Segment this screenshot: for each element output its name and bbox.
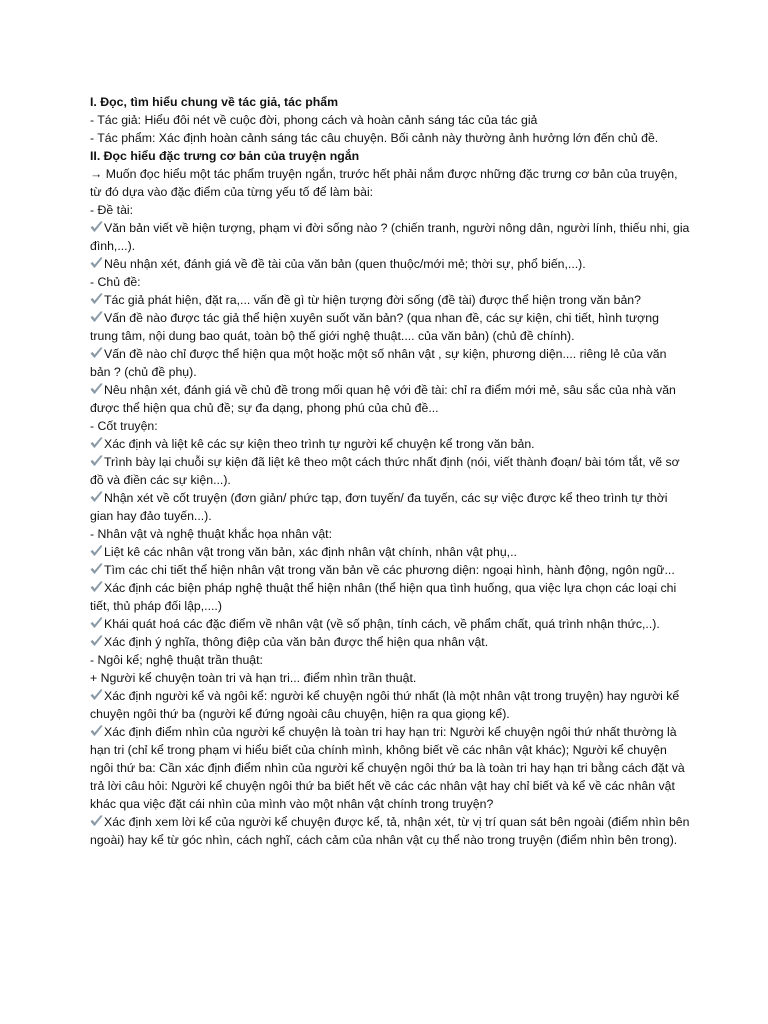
checklist-item bbox=[90, 543, 690, 561]
line-text: Xác định xem lời kể của người kể chuyện được kể, tả, nhận xét, từ vị trí quan sát bên ngoài (điểm nhìn bên ngoài) hay kể từ góc nhìn, cách nghĩ, cách cảm của nhân vật cụ thể nào trong truyện (điểm nhìn bên trong). bbox=[90, 815, 690, 847]
text-line bbox=[90, 111, 690, 129]
line-text: Tác giả phát hiện, đặt ra,... vấn đề gì từ hiện tượng đời sống (đề tài) được thể hiện trong văn bản? bbox=[104, 293, 641, 307]
section-heading bbox=[90, 93, 690, 111]
checkmark-icon bbox=[90, 383, 103, 395]
checkmark-icon bbox=[90, 347, 103, 359]
checkmark-icon bbox=[90, 725, 103, 737]
text-line bbox=[90, 273, 690, 291]
text-line bbox=[90, 201, 690, 219]
line-text: Liệt kê các nhân vật trong văn bản, xác định nhân vật chính, nhân vật phụ,.. bbox=[104, 545, 517, 559]
checklist-item bbox=[90, 345, 690, 381]
checkmark-icon bbox=[90, 455, 103, 467]
checkmark-icon bbox=[90, 617, 103, 629]
checklist-item bbox=[90, 633, 690, 651]
checklist-item bbox=[90, 381, 690, 417]
checklist-item bbox=[90, 453, 690, 489]
text-line bbox=[90, 651, 690, 669]
line-text: Xác định ý nghĩa, thông điệp của văn bản được thể hiện qua nhân vật. bbox=[104, 635, 489, 649]
checklist-item bbox=[90, 615, 690, 633]
line-text: + Người kể chuyện toàn tri và hạn tri... điểm nhìn trần thuật. bbox=[90, 671, 417, 685]
checkmark-icon bbox=[90, 563, 103, 575]
line-text: - Ngôi kể; nghệ thuật trần thuật: bbox=[90, 653, 263, 667]
checklist-item bbox=[90, 489, 690, 525]
checklist-item bbox=[90, 561, 690, 579]
text-line bbox=[90, 525, 690, 543]
heading-text: II. Đọc hiểu đặc trưng cơ bản của truyện ngắn bbox=[90, 149, 360, 163]
checkmark-icon bbox=[90, 815, 103, 827]
document-body bbox=[90, 93, 690, 849]
text-line bbox=[90, 165, 690, 201]
line-text: Trình bày lại chuỗi sự kiện đã liệt kê theo một cách thức nhất định (nói, viết thành đoạn/ bài tóm tắt, vẽ sơ đồ và điền các sự kiện...). bbox=[90, 455, 680, 487]
checklist-item bbox=[90, 687, 690, 723]
line-text: - Tác phẩm: Xác định hoàn cảnh sáng tác câu chuyện. Bối cảnh này thường ảnh hưởng lớn đến chủ đề. bbox=[90, 131, 659, 145]
section-heading bbox=[90, 147, 690, 165]
line-text: → Muốn đọc hiểu một tác phẩm truyện ngắn, trước hết phải nắm được những đặc trưng cơ bản của truyện, từ đó dựa vào đặc điểm của từng yếu tố để làm bài: bbox=[90, 167, 678, 199]
checkmark-icon bbox=[90, 221, 103, 233]
line-text: Khái quát hoá các đặc điểm về nhân vật (về số phận, tính cách, về phẩm chất, quá trình nhận thức,..). bbox=[104, 617, 660, 631]
line-text: Xác định người kể và ngôi kể: người kể chuyện ngôi thứ nhất (là một nhân vật trong truyện) hay người kể chuyện ngôi thứ ba (người kể đứng ngoài câu chuyện, hiện ra qua giọng kể). bbox=[90, 689, 680, 721]
line-text: - Tác giả: Hiểu đôi nét về cuộc đời, phong cách và hoàn cảnh sáng tác của tác giả bbox=[90, 113, 538, 127]
checklist-item bbox=[90, 219, 690, 255]
checkmark-icon bbox=[90, 491, 103, 503]
checkmark-icon bbox=[90, 635, 103, 647]
checkmark-icon bbox=[90, 257, 103, 269]
checklist-item bbox=[90, 723, 690, 813]
line-text: - Nhân vật và nghệ thuật khắc họa nhân vật: bbox=[90, 527, 333, 541]
checkmark-icon bbox=[90, 545, 103, 557]
line-text: Vấn đề nào chỉ được thể hiện qua một hoặc một số nhân vật , sự kiện, phương diện.... riêng lẻ của văn bản ? (chủ đề phụ). bbox=[90, 347, 667, 379]
line-text: Xác định điểm nhìn của người kể chuyện là toàn tri hay hạn tri: Người kể chuyện ngôi thứ nhất thường là hạn tri (chỉ kể trong phạm vi hiểu biết của chính mình, không biết về các nhân vật khác); Người kể chuyện ngôi thứ ba: Cần xác định điểm nhìn của người kể chuyện ngôi thứ ba là toàn tri hay hạn tri bằng cách đặt và trả lời câu hỏi: Người kể chuyện ngôi thứ ba biết hết về các các nhân vật hay chỉ biết và kể về các nhân vật khác qua việc đặt cái nhìn của mình vào một nhân vật chính trong truyện? bbox=[90, 725, 685, 811]
checklist-item bbox=[90, 435, 690, 453]
line-text: Xác định và liệt kê các sự kiện theo trình tự người kể chuyện kể trong văn bản. bbox=[104, 437, 535, 451]
line-text: Nhận xét về cốt truyện (đơn giản/ phức tạp, đơn tuyến/ đa tuyến, các sự việc được kể theo trình tự thời gian hay đảo tuyến...). bbox=[90, 491, 668, 523]
line-text: - Chủ đề: bbox=[90, 275, 141, 289]
heading-text: I. Đọc, tìm hiểu chung về tác giả, tác phẩm bbox=[90, 95, 339, 109]
checklist-item bbox=[90, 291, 690, 309]
text-line bbox=[90, 417, 690, 435]
checkmark-icon bbox=[90, 689, 103, 701]
line-text: Văn bản viết về hiện tượng, phạm vi đời sống nào ? (chiến tranh, người nông dân, người lính, thiếu nhi, gia đình,...). bbox=[90, 221, 690, 253]
checklist-item bbox=[90, 579, 690, 615]
line-text: Tìm các chi tiết thể hiện nhân vật trong văn bản về các phương diện: ngoại hình, hành động, ngôn ngữ... bbox=[104, 563, 675, 577]
line-text: Xác định các biện pháp nghệ thuật thể hiện nhân (thể hiện qua tình huống, qua việc lựa chọn các loại chi tiết, thủ pháp đối lập,....) bbox=[90, 581, 677, 613]
line-text: - Cốt truyện: bbox=[90, 419, 158, 433]
line-text: Nêu nhận xét, đánh giá về đề tài của văn bản (quen thuộc/mới mẻ; thời sự, phổ biến,...). bbox=[104, 257, 586, 271]
line-text: Nêu nhận xét, đánh giá về chủ đề trong mối quan hệ với đề tài: chỉ ra điểm mới mẻ, sâu sắc của nhà văn được thể hiện qua chủ đề; sự đa dạng, phong phú của chủ đề... bbox=[90, 383, 676, 415]
checklist-item bbox=[90, 255, 690, 273]
checkmark-icon bbox=[90, 437, 103, 449]
line-text: - Đề tài: bbox=[90, 203, 134, 217]
line-text: Vấn đề nào được tác giả thể hiện xuyên suốt văn bản? (qua nhan đề, các sự kiện, chi tiết, hình tượng trung tâm, nội dung bao quát, toàn bộ thế giới nghệ thuật.... của văn bản) (chủ đề chính). bbox=[90, 311, 659, 343]
checklist-item bbox=[90, 309, 690, 345]
checkmark-icon bbox=[90, 311, 103, 323]
checklist-item bbox=[90, 813, 690, 849]
text-line bbox=[90, 669, 690, 687]
checkmark-icon bbox=[90, 293, 103, 305]
text-line bbox=[90, 129, 690, 147]
checkmark-icon bbox=[90, 581, 103, 593]
